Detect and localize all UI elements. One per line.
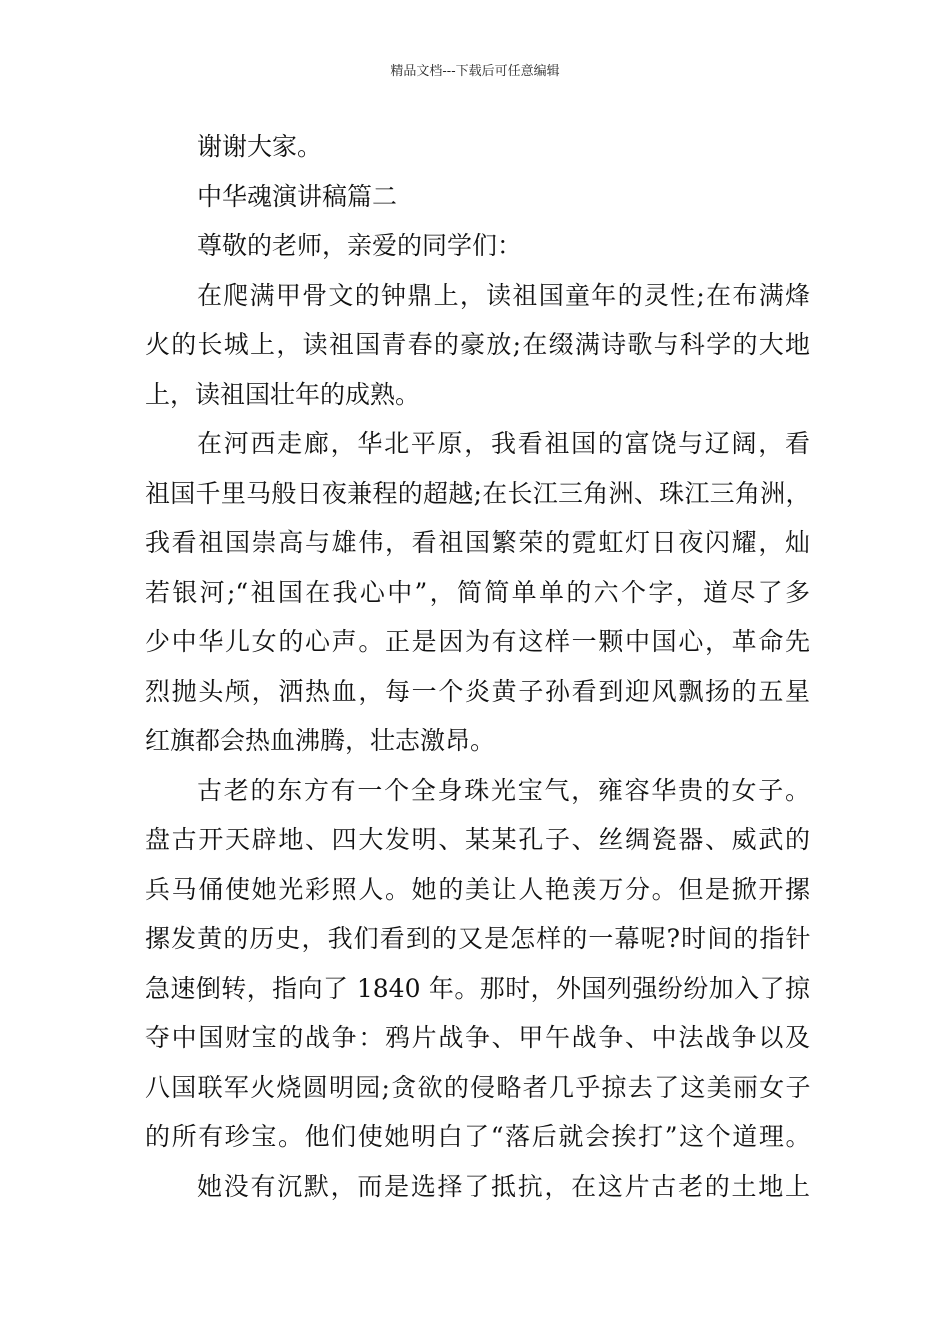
text-line: 祖国千里马般日夜兼程的超越;在长江三角洲、珠江三角洲， [145, 478, 810, 508]
text-line: 在爬满甲骨文的钟鼎上，读祖国童年的灵性;在布满烽 [197, 280, 810, 310]
text-line: 兵马俑使她光彩照人。她的美让人艳羡万分。但是掀开摞 [145, 874, 810, 904]
text-line: 尊敬的老师，亲爱的同学们： [197, 231, 523, 260]
page-header: 精品文档---下载后可任意编辑 [390, 64, 560, 79]
text-line: 我看祖国崇高与雄伟，看祖国繁荣的霓虹灯日夜闪耀，灿 [145, 528, 810, 557]
text-line: 火的长城上，读祖国青春的豪放;在缀满诗歌与科学的大地 [145, 330, 810, 359]
text-line: 八国联军火烧圆明园;贪欲的侵略者几乎掠去了这美丽女子 [145, 1072, 810, 1102]
section-heading [145, 172, 810, 222]
document-body [145, 122, 810, 1211]
text-line: 烈抛头颅，洒热血，每一个炎黄子孙看到迎风飘扬的五星 [145, 676, 810, 706]
text-line: 急速倒转，指向了 1840 年。那时，外国列强纷纷加入了掠 [145, 973, 810, 1003]
paragraph [145, 122, 810, 172]
paragraph [145, 419, 810, 766]
paragraph [145, 766, 810, 1162]
salutation [145, 221, 810, 271]
text-line: 摞发黄的历史，我们看到的又是怎样的一幕呢?时间的指针 [145, 924, 810, 953]
text-line: 古老的东方有一个全身珠光宝气，雍容华贵的女子。 [197, 775, 810, 805]
text-line: 她没有沉默，而是选择了抵抗，在这片古老的土地上 [197, 1171, 810, 1201]
text-line: 若银河;“祖国在我心中”，简简单单的六个字，道尽了多 [145, 577, 810, 607]
text-line: 少中华儿女的心声。正是因为有这样一颗中国心，革命先 [145, 627, 810, 656]
text-line: 夺中国财宝的战争：鸦片战争、甲午战争、中法战争以及 [145, 1023, 810, 1052]
text-line: 的所有珍宝。他们使她明白了“落后就会挨打”这个道理。 [145, 1122, 810, 1151]
text-line: 谢谢大家。 [197, 132, 323, 161]
paragraph [145, 1162, 810, 1212]
text-line: 上，读祖国壮年的成熟。 [145, 379, 421, 409]
text-line: 在河西走廊，华北平原，我看祖国的富饶与辽阔，看 [197, 429, 810, 458]
text-line: 中华魂演讲稿篇二 [197, 181, 398, 211]
paragraph [145, 271, 810, 420]
text-line: 红旗都会热血沸腾，壮志激昂。 [145, 726, 496, 755]
text-line: 盘古开天辟地、四大发明、某某孔子、丝绸瓷器、威武的 [145, 825, 810, 854]
